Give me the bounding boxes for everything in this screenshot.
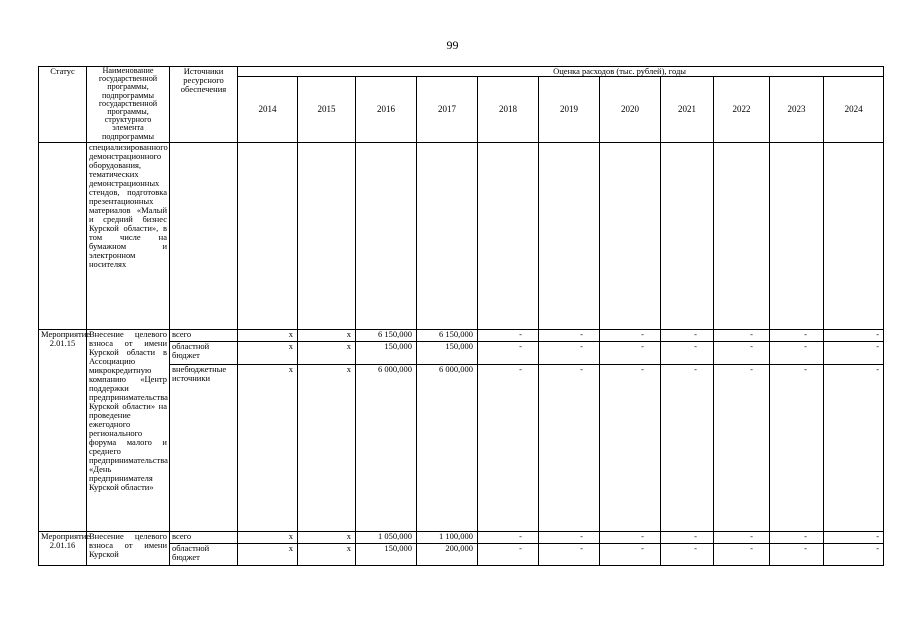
value-cell: - xyxy=(661,544,714,566)
header-sources: Источники ресурсного обеспечения xyxy=(170,67,238,143)
year-header: 2024 xyxy=(824,77,884,143)
year-header: 2022 xyxy=(714,77,770,143)
value-cell: 6 000,000 xyxy=(356,365,417,532)
measure-name: Внесение целевого взноса от имени Курской xyxy=(87,532,170,566)
value-cell: x xyxy=(238,365,298,532)
value-cell: - xyxy=(824,342,884,365)
header-status: Статус xyxy=(39,67,87,143)
measure-name: Внесение целевого взноса от имени Курской области в Ассоциацию микрокредитную компанию «Центр поддержки предпринимательства Курской области» на проведение ежегодного регионального форума малого и среднего предпринимательства «День предпринимателя Курской области» xyxy=(87,330,170,532)
value-cell: 150,000 xyxy=(356,342,417,365)
year-header: 2020 xyxy=(600,77,661,143)
value-cell: - xyxy=(539,330,600,342)
value-cell: - xyxy=(824,330,884,342)
value-cell: - xyxy=(770,532,824,544)
value-cell: x xyxy=(238,330,298,342)
value-cell: - xyxy=(600,544,661,566)
value-cell: - xyxy=(770,342,824,365)
value-cell: - xyxy=(478,532,539,544)
header-estimate: Оценка расходов (тыс. рублей), годы xyxy=(238,67,884,77)
value-cell: 6 150,000 xyxy=(356,330,417,342)
year-header: 2015 xyxy=(298,77,356,143)
value-cell: x xyxy=(298,532,356,544)
source-cell: областной бюджет xyxy=(170,342,238,365)
value-cell: - xyxy=(478,330,539,342)
value-cell: - xyxy=(824,532,884,544)
year-header: 2018 xyxy=(478,77,539,143)
value-cell: - xyxy=(824,365,884,532)
status-cell: Мероприятие 2.01.15 xyxy=(39,330,87,532)
value-cell: - xyxy=(770,330,824,342)
year-header: 2019 xyxy=(539,77,600,143)
year-header: 2017 xyxy=(417,77,478,143)
value-cell: - xyxy=(661,532,714,544)
value-cell: x xyxy=(298,544,356,566)
value-cell: - xyxy=(478,544,539,566)
value-cell: x xyxy=(238,544,298,566)
value-cell: 6 000,000 xyxy=(417,365,478,532)
value-cell: - xyxy=(714,365,770,532)
page-number: 99 xyxy=(446,38,459,52)
value-cell: 1 100,000 xyxy=(417,532,478,544)
value-cell: x xyxy=(298,365,356,532)
value-cell: - xyxy=(714,342,770,365)
value-cell: - xyxy=(600,330,661,342)
value-cell: 150,000 xyxy=(356,544,417,566)
value-cell: - xyxy=(714,544,770,566)
value-cell: - xyxy=(600,365,661,532)
value-cell: - xyxy=(770,544,824,566)
value-cell: - xyxy=(661,330,714,342)
table-row xyxy=(39,330,884,342)
value-cell: - xyxy=(714,532,770,544)
header-name: Наименование государственной программы, подпрограммы государственной программы, структурного элемента подпрограммы xyxy=(87,67,170,143)
value-cell: x xyxy=(238,342,298,365)
value-cell: - xyxy=(478,365,539,532)
table-row xyxy=(39,143,884,330)
year-header: 2014 xyxy=(238,77,298,143)
value-cell: 150,000 xyxy=(417,342,478,365)
value-cell: 200,000 xyxy=(417,544,478,566)
source-cell: всего xyxy=(170,330,238,342)
value-cell: - xyxy=(824,544,884,566)
continuation-name: специализированного демонстрационного оборудования, тематических демонстрационных стендов, подготовка презентационных материалов «Малый и средний бизнес Курской области», в том числе на бумажном и электронном носителях xyxy=(87,143,170,330)
value-cell: - xyxy=(661,342,714,365)
value-cell: 1 050,000 xyxy=(356,532,417,544)
source-cell: внебюджетные источники xyxy=(170,365,238,532)
year-header: 2021 xyxy=(661,77,714,143)
source-cell: всего xyxy=(170,532,238,544)
value-cell: x xyxy=(238,532,298,544)
value-cell: - xyxy=(539,365,600,532)
value-cell: - xyxy=(600,532,661,544)
year-header: 2023 xyxy=(770,77,824,143)
expenditure-table xyxy=(38,66,884,566)
value-cell: - xyxy=(539,532,600,544)
value-cell: - xyxy=(770,365,824,532)
table-row xyxy=(39,532,884,544)
value-cell: - xyxy=(600,342,661,365)
value-cell: - xyxy=(714,330,770,342)
value-cell: x xyxy=(298,342,356,365)
value-cell: - xyxy=(661,365,714,532)
year-header: 2016 xyxy=(356,77,417,143)
value-cell: - xyxy=(539,544,600,566)
value-cell: x xyxy=(298,330,356,342)
value-cell: 6 150,000 xyxy=(417,330,478,342)
source-cell: областной бюджет xyxy=(170,544,238,566)
status-cell: Мероприятие 2.01.16 xyxy=(39,532,87,566)
value-cell: - xyxy=(539,342,600,365)
value-cell: - xyxy=(478,342,539,365)
